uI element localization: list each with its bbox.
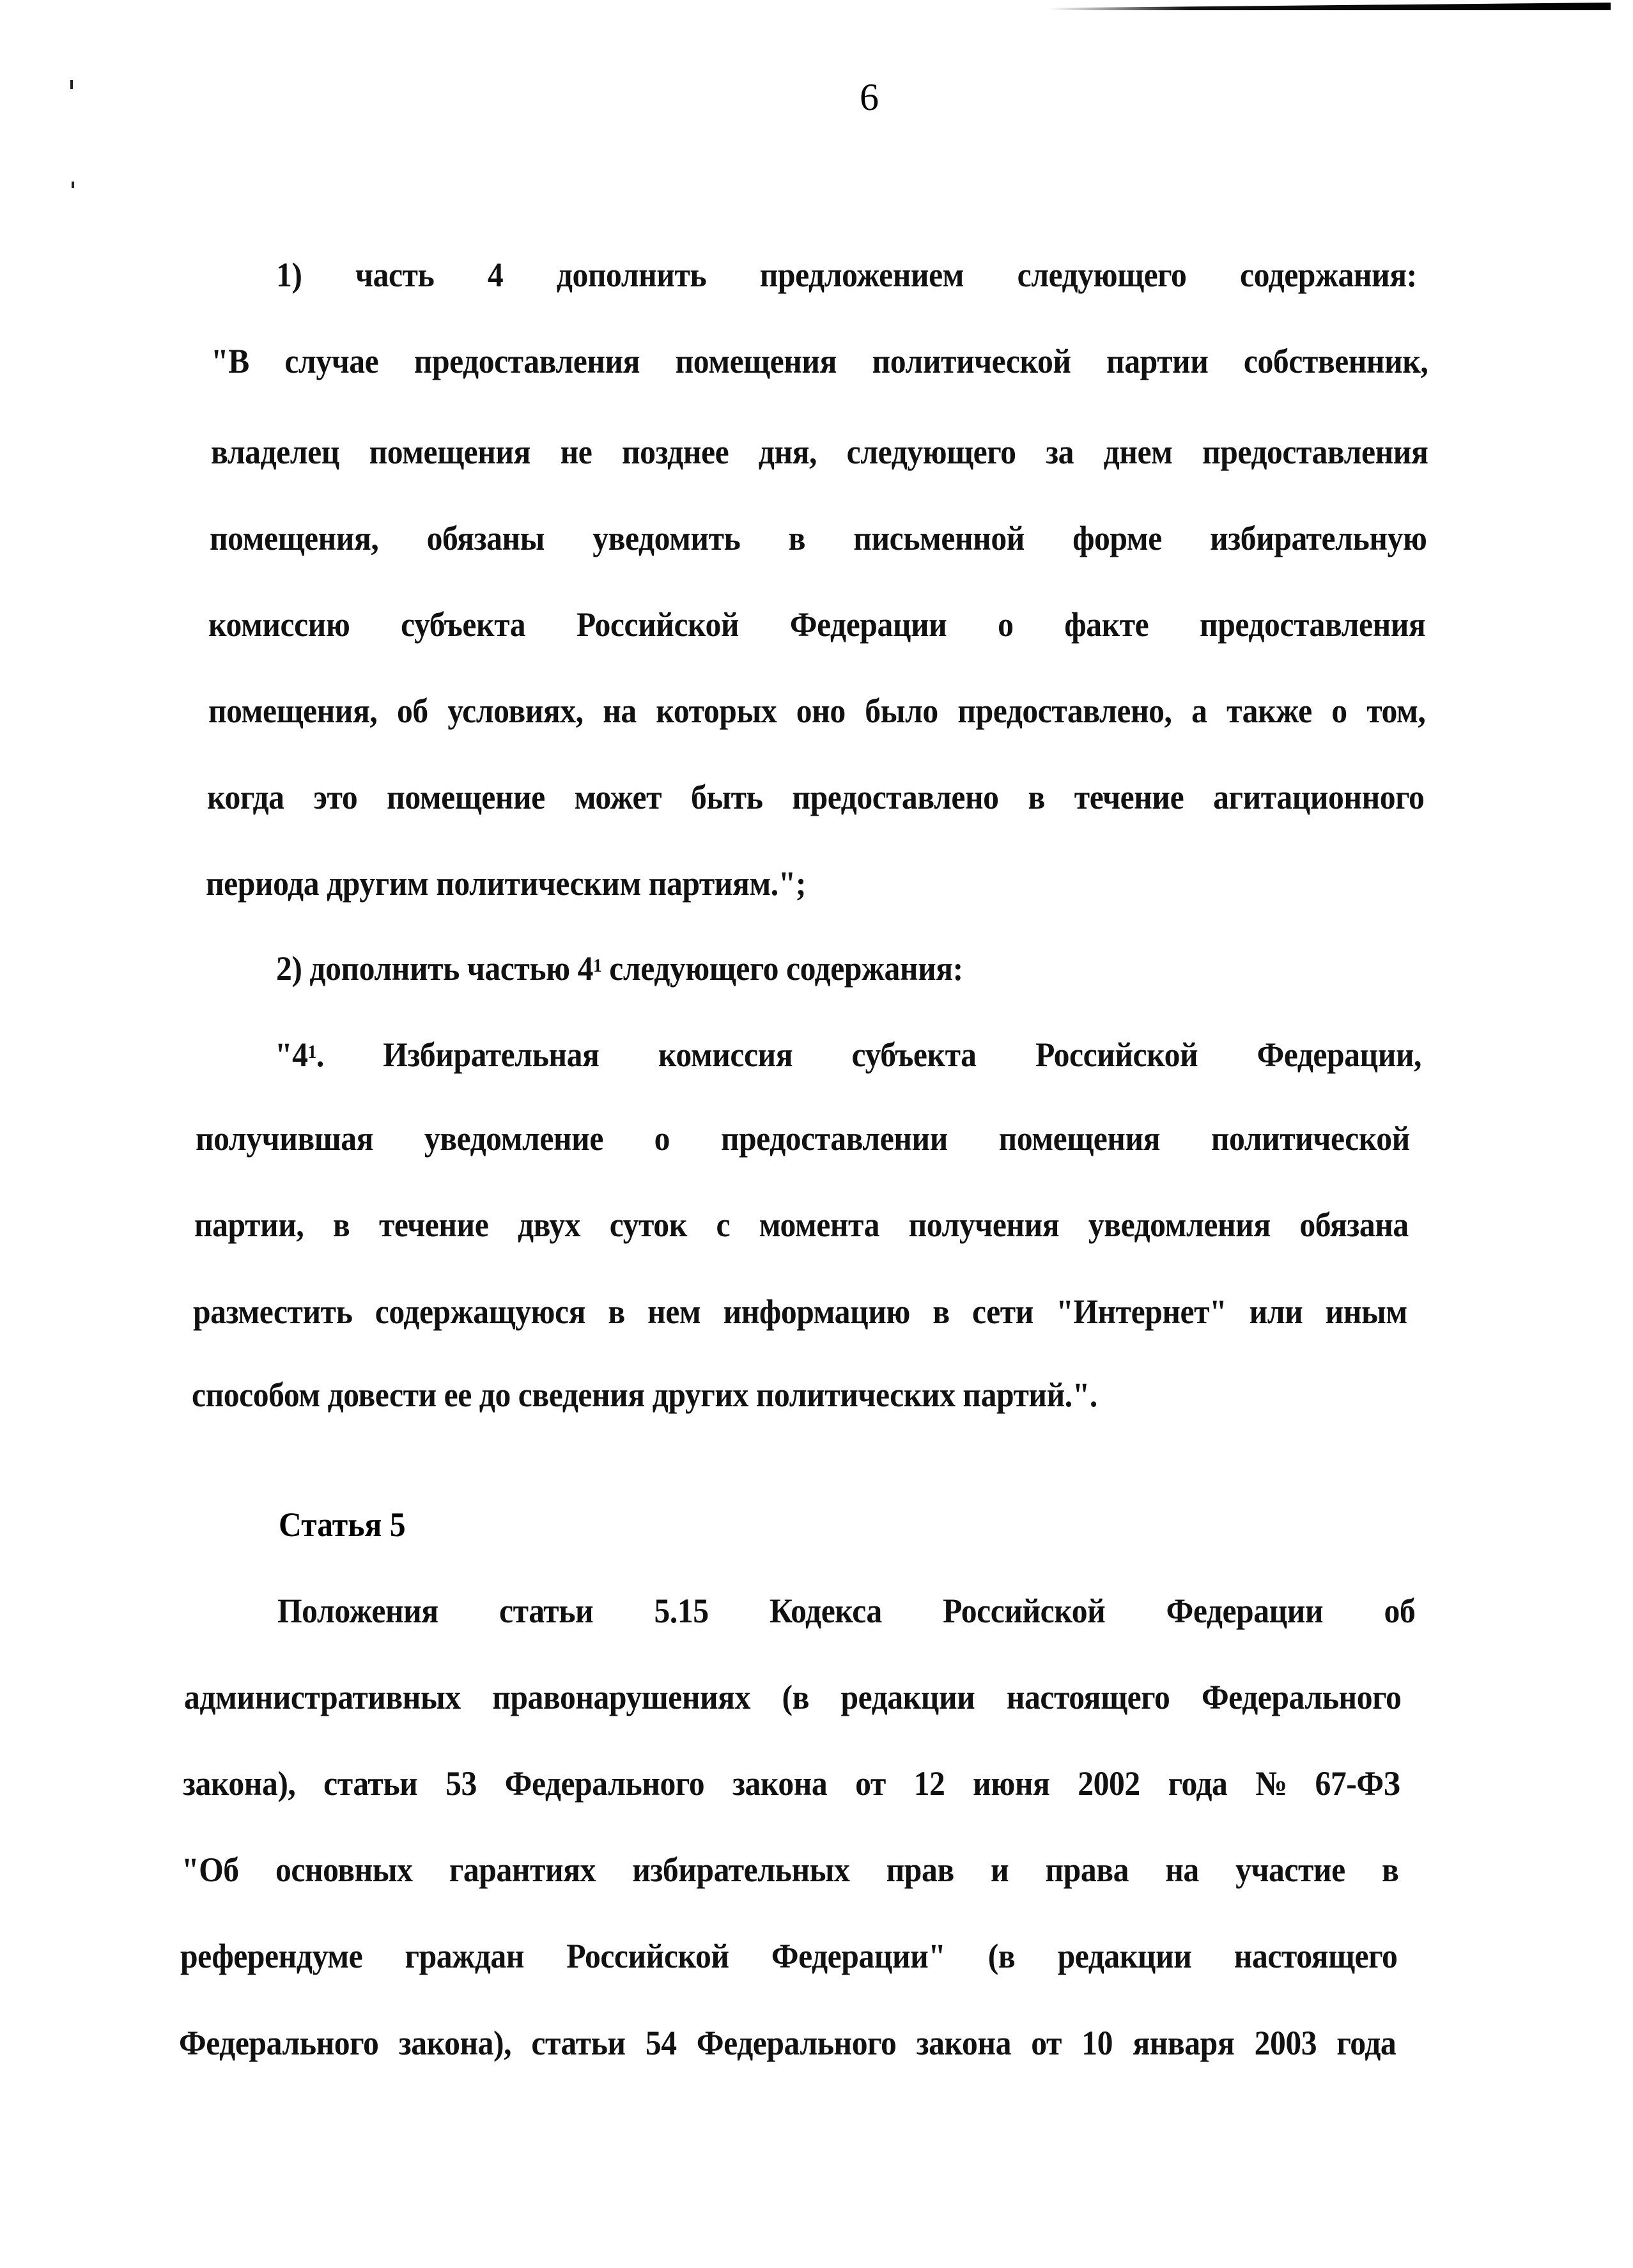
paragraph-line: "В случае предоставления помещения политической партии собственник, <box>211 342 1428 380</box>
paragraph-line: помещения, обязаны уведомить в письменной форме избирательную <box>210 519 1427 557</box>
scan-mark <box>70 80 73 89</box>
paragraph-line: "Об основных гарантиях избирательных прав и права на участие в <box>182 1851 1399 1889</box>
paragraph-line: когда это помещение может быть предоставлено в течение агитационного <box>207 778 1425 816</box>
paragraph-line: периода другим политическим партиям."; <box>206 864 806 903</box>
paragraph-line: административных правонарушениях (в редакции настоящего Федерального <box>184 1678 1402 1716</box>
paragraph-line: Федерального закона), статьи 54 Федерального закона от 10 января 2003 года <box>179 2024 1397 2062</box>
paragraph-line: владелец помещения не позднее дня, следующего за днем предоставления <box>211 433 1428 471</box>
paragraph-line: закона), статьи 53 Федерального закона от 12 июня 2002 года № 67-ФЗ <box>183 1764 1400 1803</box>
paragraph-line: Положения статьи 5.15 Кодекса Российской Федерации об <box>277 1592 1416 1630</box>
article-heading: Статья 5 <box>279 1505 406 1544</box>
paragraph-line: помещения, об условиях, на которых оно было предоставлено, а также о том, <box>208 692 1426 730</box>
item2-intro <box>276 948 963 989</box>
scan-mark <box>72 182 74 188</box>
first-line-text: . Избирательная комиссия субъекта Российской Федерации, <box>316 1036 1421 1074</box>
paragraph-line: получившая уведомление о предоставлении помещения политической <box>196 1119 1410 1158</box>
superscript: 1 <box>592 955 602 976</box>
paragraph-line: способом довести ее до сведения других политических партий.". <box>192 1376 1097 1414</box>
part-4-1-first-line <box>275 1034 1421 1075</box>
scan-artifact-bar <box>1048 3 1611 10</box>
superscript: 1 <box>307 1041 316 1062</box>
paragraph-line: комиссию субъекта Российской Федерации о факте предоставления <box>208 605 1426 644</box>
paragraph-line: разместить содержащуюся в нем информацию в сети "Интернет" или иным <box>193 1293 1407 1331</box>
page-number: 6 <box>860 76 879 118</box>
item2-intro-text: следующего содержания: <box>601 949 963 988</box>
paragraph-line: референдуме граждан Российской Федерации" (в редакции настоящего <box>180 1937 1398 1975</box>
item2-intro-text: 2) дополнить частью 4 <box>276 949 593 988</box>
quote-number: "4 <box>275 1036 308 1074</box>
paragraph-line: партии, в течение двух суток с момента получения уведомления обязана <box>194 1206 1409 1244</box>
item1-intro: 1) часть 4 дополнить предложением следующего содержания: <box>276 256 1417 294</box>
